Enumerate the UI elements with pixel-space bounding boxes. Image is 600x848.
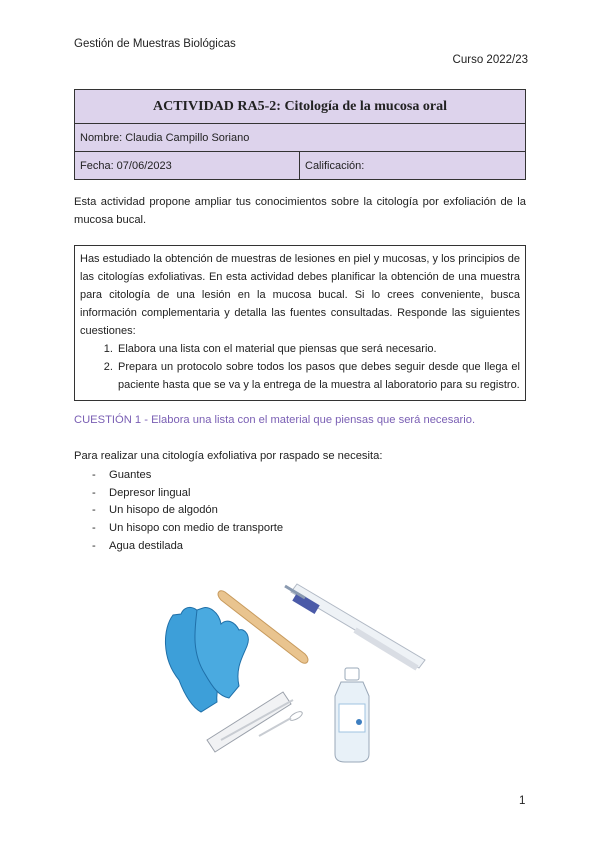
questions-list — [80, 340, 520, 394]
water-bottle-image — [335, 668, 369, 762]
header-subject: Gestión de Muestras Biológicas — [74, 38, 236, 50]
question1-heading: CUESTIÓN 1 - Elabora una lista con el material que piensas que será necesario. — [74, 414, 476, 426]
instructions-box — [74, 245, 526, 401]
page-number: 1 — [519, 795, 526, 807]
materials-intro: Para realizar una citología exfoliativa por raspado se necesita: — [74, 450, 383, 462]
materials-list — [92, 467, 283, 556]
gloves-image — [165, 607, 248, 712]
list-item: - Depresor lingual — [92, 486, 191, 499]
question-item: 2. Prepara un protocolo sobre todos los pasos que debes seguir desde que llega el paciente hasta que se va y la entrega de la muestra al laboratorio para su registro. — [116, 358, 520, 394]
header-course: Curso 2022/23 — [452, 54, 528, 66]
materials-illustration — [155, 570, 435, 770]
grade-cell: Calificación: — [300, 152, 526, 180]
list-item: - Un hisopo de algodón — [92, 504, 218, 517]
activity-title: ACTIVIDAD RA5-2: Citología de la mucosa oral — [75, 90, 526, 124]
info-table — [74, 89, 526, 180]
cotton-swab-image — [207, 692, 304, 752]
list-item: - Agua destilada — [92, 539, 184, 552]
intro-paragraph: Esta actividad propone ampliar tus conocimientos sobre la citología por exfoliación de la mucosa bucal. — [74, 196, 526, 226]
list-item: - Un hisopo con medio de transporte — [92, 522, 284, 535]
list-item: - Guantes — [92, 469, 152, 481]
student-name: Nombre: Claudia Campillo Soriano — [75, 124, 526, 152]
date-cell: Fecha: 07/06/2023 — [75, 152, 300, 180]
question-item: 1. Elabora una lista con el material que piensas que será necesario. — [116, 340, 520, 358]
instructions-text: Has estudiado la obtención de muestras de lesiones en piel y mucosas, y los principios de las citologías exfoliativas. En esta actividad debes planificar la obtención de una muestra para citología de una lesión en la mucosa bucal. Si lo crees conveniente, busca información complementaria y detalla las fuentes consultadas. Responde las siguientes cuestiones: — [80, 253, 520, 337]
